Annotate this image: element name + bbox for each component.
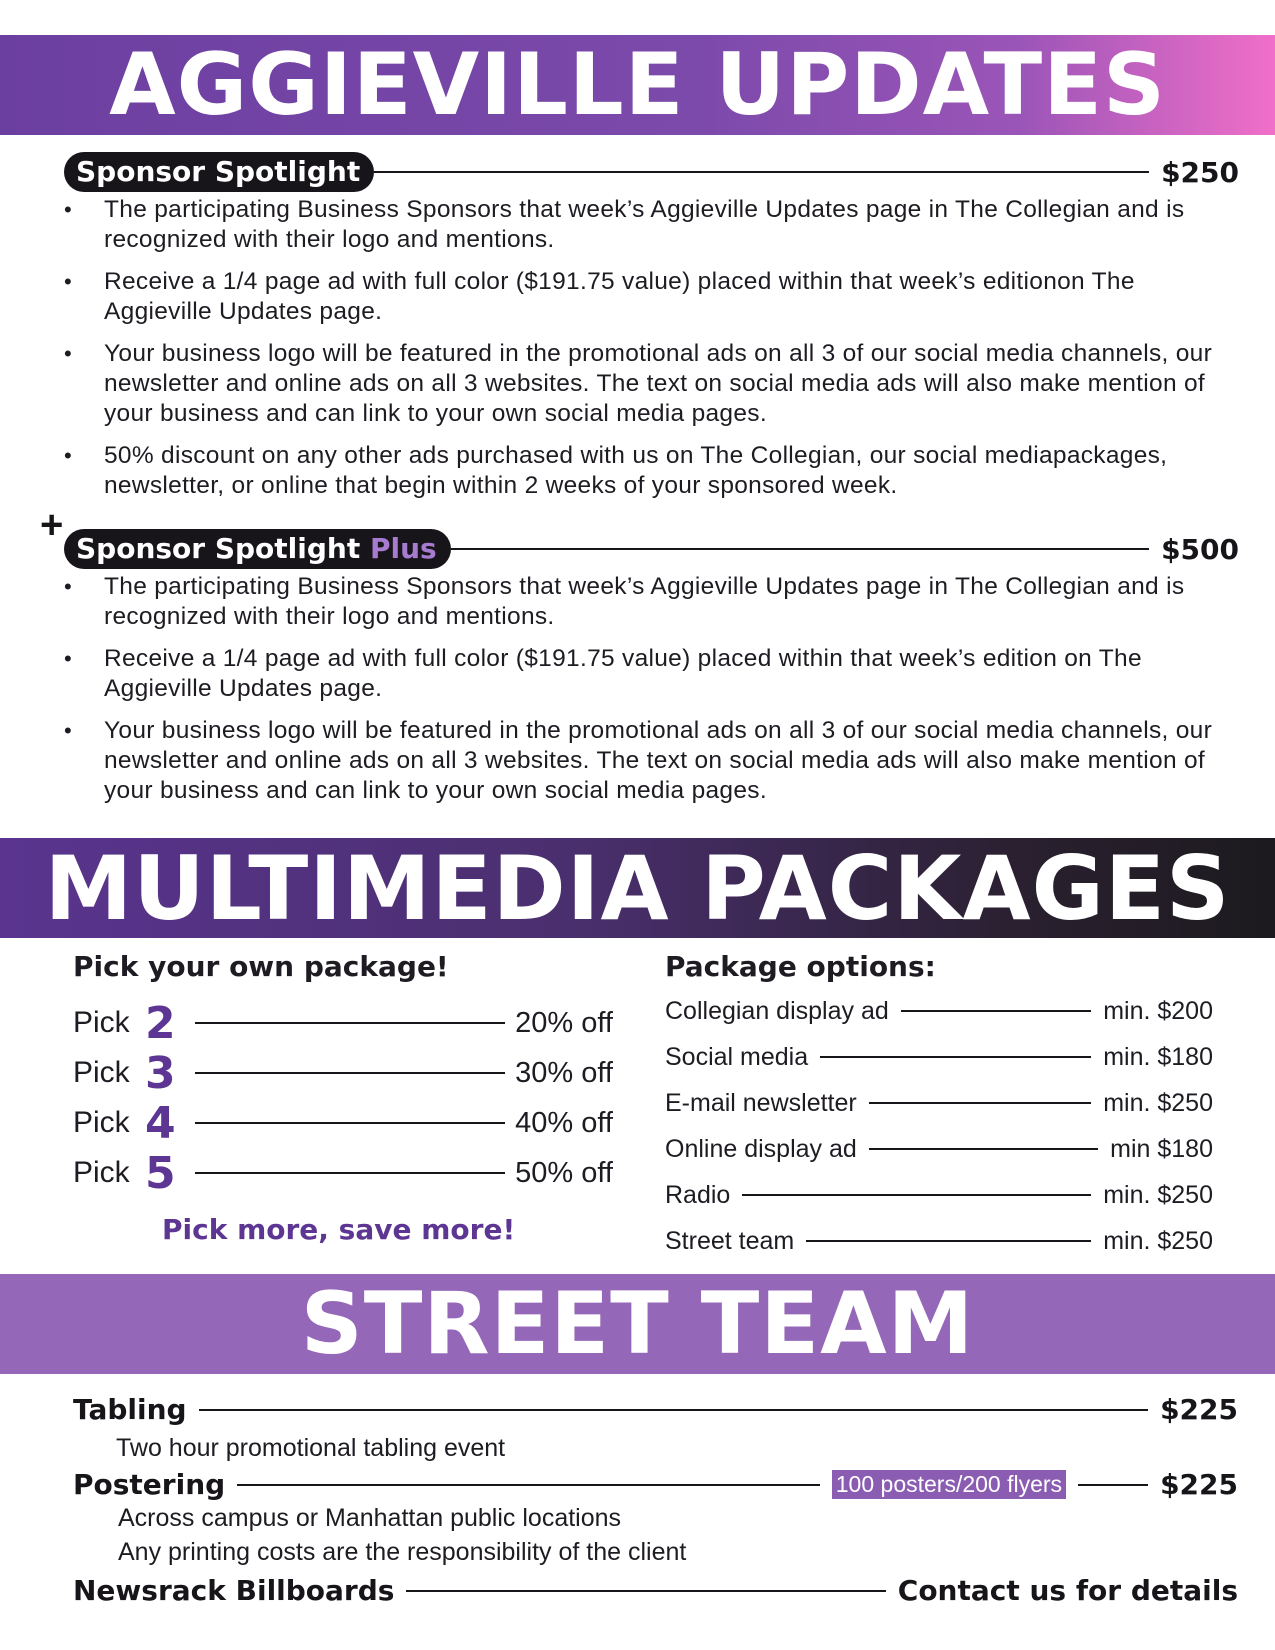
- list-item: • Your business logo will be featured in the promotional ads on all 3 of our social media channels, our newsletter and online ads on all 3 websites. The text on social media ads will also make mention of your business and can link to your own social media pages.: [64, 339, 1244, 429]
- option-name: Radio: [665, 1180, 731, 1209]
- pick-row: [73, 1098, 613, 1148]
- divider-line: [451, 548, 1149, 550]
- package-option-row: [665, 1040, 1213, 1074]
- option-min-price: min $180: [1110, 1134, 1213, 1163]
- divider-line: [901, 1010, 1091, 1012]
- postering-description-2: Any printing costs are the responsibility of the client: [118, 1538, 687, 1566]
- pick-word: Pick: [73, 1006, 130, 1039]
- sponsor-spotlight-plus-price: $500: [1161, 532, 1239, 566]
- list-item: • 50% discount on any other ads purchased with us on The Collegian, our social mediapackages, newsletter, or online that begin within 2 weeks of your sponsored week.: [64, 441, 1244, 501]
- option-name: Social media: [665, 1042, 809, 1071]
- divider-line: [199, 1409, 1148, 1411]
- postering-quantity-badge: 100 posters/200 flyers: [832, 1470, 1066, 1499]
- option-name: Street team: [665, 1226, 795, 1255]
- newsrack-row: [73, 1574, 1238, 1607]
- postering-title: Postering: [73, 1468, 226, 1501]
- tabling-description: Two hour promotional tabling event: [116, 1434, 506, 1462]
- pick-discount: 40% off: [515, 1106, 613, 1139]
- option-min-price: min. $250: [1103, 1226, 1213, 1255]
- postering-row: [73, 1468, 1238, 1501]
- option-min-price: min. $180: [1103, 1042, 1213, 1071]
- divider-line: [820, 1056, 1091, 1058]
- option-name: E-mail newsletter: [665, 1088, 857, 1117]
- pick-word: Pick: [73, 1156, 130, 1189]
- divider-line: [1078, 1484, 1148, 1486]
- divider-line: [406, 1590, 885, 1592]
- divider-line: [195, 1122, 505, 1124]
- tabling-price: $225: [1160, 1393, 1238, 1426]
- pick-number: 4: [145, 1097, 176, 1149]
- street-team-banner: STREET TEAM: [0, 1274, 1275, 1374]
- postering-description-1: Across campus or Manhattan public locations: [118, 1504, 622, 1532]
- pick-tagline: Pick more, save more!: [162, 1213, 516, 1246]
- pick-number: 3: [145, 1047, 176, 1099]
- list-item: • The participating Business Sponsors that week’s Aggieville Updates page in The Collegian and is recognized with their logo and mentions.: [64, 572, 1244, 632]
- divider-line: [869, 1148, 1098, 1150]
- sponsor-spotlight-plus-title: [64, 529, 451, 569]
- divider-line: [195, 1172, 505, 1174]
- list-item: • Your business logo will be featured in the promotional ads on all 3 of our social media channels, our newsletter and online ads on all 3 websites. The text on social media ads will also make mention of your business and can link to your own social media pages.: [64, 716, 1244, 806]
- divider-line: [742, 1194, 1091, 1196]
- divider-line: [869, 1102, 1091, 1104]
- newsrack-title: Newsrack Billboards: [73, 1574, 395, 1607]
- list-item: • Receive a 1/4 page ad with full color ($191.75 value) placed within that week’s editionon The Aggieville Updates page.: [64, 267, 1244, 327]
- pick-number: 2: [145, 997, 176, 1049]
- pick-discount: 20% off: [515, 1006, 613, 1039]
- list-item: • The participating Business Sponsors that week’s Aggieville Updates page in The Collegian and is recognized with their logo and mentions.: [64, 195, 1244, 255]
- sponsor-spotlight-plus-header: [64, 529, 1239, 569]
- options-heading: Package options:: [665, 950, 936, 983]
- title-text: Sponsor Spotlight: [76, 532, 361, 565]
- pick-row: [73, 998, 613, 1048]
- tabling-title: Tabling: [73, 1393, 187, 1426]
- package-option-row: [665, 1178, 1213, 1212]
- divider-line: [806, 1240, 1091, 1242]
- plus-icon: +: [40, 503, 64, 547]
- sponsor-spotlight-price: $250: [1161, 155, 1239, 189]
- divider-line: [195, 1072, 505, 1074]
- pick-word: Pick: [73, 1106, 130, 1139]
- option-min-price: min. $250: [1103, 1180, 1213, 1209]
- package-option-row: [665, 1224, 1213, 1258]
- sponsor-spotlight-plus-benefits: [64, 572, 1244, 818]
- package-option-row: [665, 994, 1213, 1028]
- newsrack-contact: Contact us for details: [897, 1574, 1238, 1607]
- pick-row: [73, 1148, 613, 1198]
- option-name: Collegian display ad: [665, 996, 889, 1025]
- option-name: Online display ad: [665, 1134, 857, 1163]
- pick-heading: Pick your own package!: [73, 950, 449, 983]
- package-option-row: [665, 1086, 1213, 1120]
- pick-word: Pick: [73, 1056, 130, 1089]
- list-item: • Receive a 1/4 page ad with full color ($191.75 value) placed within that week’s edition on The Aggieville Updates page.: [64, 644, 1244, 704]
- divider-line: [237, 1484, 820, 1486]
- pick-number: 5: [145, 1147, 176, 1199]
- multimedia-packages-banner: MULTIMEDIA PACKAGES: [0, 838, 1275, 938]
- sponsor-spotlight-title: Sponsor Spotlight: [64, 152, 374, 192]
- package-option-row: [665, 1132, 1213, 1166]
- divider-line: [195, 1022, 505, 1024]
- plus-word: Plus: [369, 532, 437, 565]
- sponsor-spotlight-header: [64, 152, 1239, 192]
- pick-discount: 50% off: [515, 1156, 613, 1189]
- tabling-row: [73, 1393, 1238, 1426]
- divider-line: [374, 171, 1149, 173]
- pick-row: [73, 1048, 613, 1098]
- aggieville-updates-banner: AGGIEVILLE UPDATES: [0, 35, 1275, 135]
- option-min-price: min. $250: [1103, 1088, 1213, 1117]
- sponsor-spotlight-benefits: [64, 195, 1244, 513]
- pick-discount: 30% off: [515, 1056, 613, 1089]
- postering-price: $225: [1160, 1468, 1238, 1501]
- option-min-price: min. $200: [1103, 996, 1213, 1025]
